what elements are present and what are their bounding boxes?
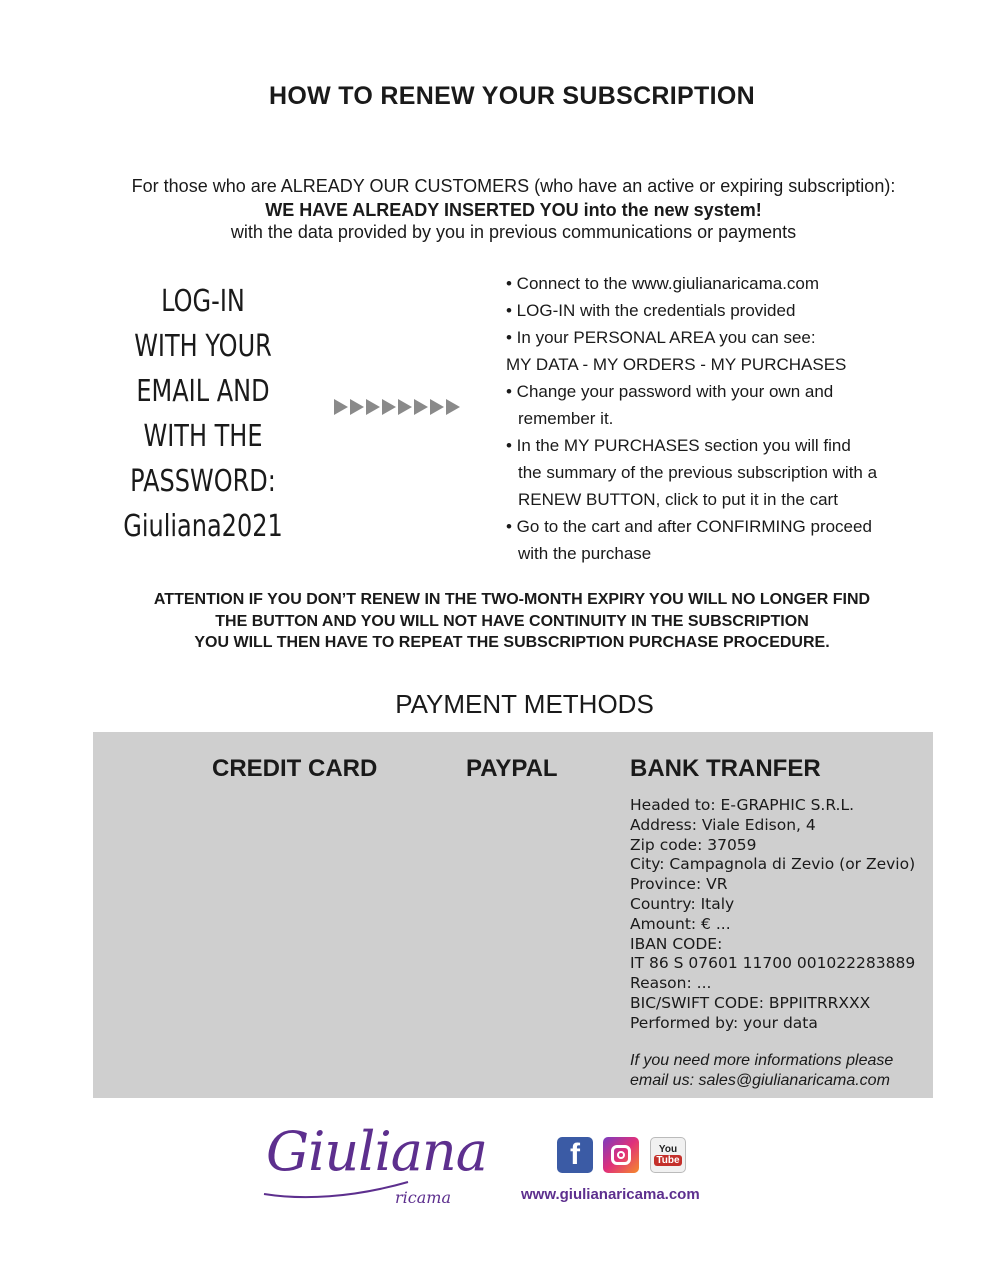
credit-card-heading: CREDIT CARD bbox=[212, 755, 378, 782]
brand-logo-subtitle: ricama bbox=[395, 1188, 451, 1207]
instagram-icon[interactable] bbox=[603, 1137, 639, 1173]
bank-transfer-heading: BANK TRANFER bbox=[630, 755, 821, 782]
contact-email[interactable]: email us: sales@giulianaricama.com bbox=[630, 1072, 890, 1089]
step-item: • In the MY PURCHASES section you will find bbox=[506, 436, 851, 455]
login-instructions bbox=[119, 279, 287, 549]
bank-detail-line: Performed by: your data bbox=[630, 1013, 818, 1032]
bank-detail-line: Zip code: 37059 bbox=[630, 835, 757, 854]
bank-detail-line: BIC/SWIFT CODE: BPPIITRRXXX bbox=[630, 993, 871, 1012]
facebook-letter: f bbox=[570, 1138, 580, 1171]
step-item: the summary of the previous subscription with a bbox=[518, 463, 878, 482]
login-line: WITH THE bbox=[143, 419, 263, 454]
payment-methods-title: PAYMENT METHODS bbox=[395, 689, 654, 719]
bank-detail-line: Headed to: E-GRAPHIC S.R.L. bbox=[630, 796, 855, 814]
bank-detail-line: Amount: € ... bbox=[630, 914, 731, 933]
step-item: remember it. bbox=[518, 409, 614, 428]
contact-note-line: If you need more informations please bbox=[630, 1052, 894, 1069]
bank-detail-line: Address: Viale Edison, 4 bbox=[630, 815, 816, 834]
paypal-heading: PAYPAL bbox=[466, 755, 558, 782]
facebook-icon[interactable] bbox=[557, 1137, 593, 1173]
bank-detail-line: Province: VR bbox=[630, 875, 728, 894]
bank-detail-line: IBAN CODE: bbox=[630, 934, 723, 953]
website-link[interactable]: www.giulianaricama.com bbox=[521, 1186, 700, 1203]
intro-line-2: WE HAVE ALREADY INSERTED YOU into the new system! bbox=[265, 200, 762, 220]
arrow-triangles-icon bbox=[334, 399, 460, 415]
step-item: • In your PERSONAL AREA you can see: bbox=[506, 328, 816, 347]
bank-detail-line: Country: Italy bbox=[630, 894, 735, 913]
login-line: WITH YOUR bbox=[134, 329, 272, 364]
bank-detail-line: IT 86 S 07601 11700 001022283889 bbox=[630, 954, 916, 973]
step-item: • Go to the cart and after CONFIRMING proceed bbox=[506, 517, 872, 536]
brand-logo: Giuliana bbox=[266, 1120, 487, 1183]
login-line: EMAIL AND bbox=[136, 374, 270, 409]
bank-detail-line: Reason: ... bbox=[630, 974, 712, 993]
step-item: RENEW BUTTON, click to put it in the cart bbox=[518, 490, 838, 509]
attention-line: YOU WILL THEN HAVE TO REPEAT THE SUBSCRIPTION PURCHASE PROCEDURE. bbox=[194, 634, 830, 651]
intro-line-1: For those who are ALREADY OUR CUSTOMERS (who have an active or expiring subscription): bbox=[131, 176, 896, 196]
login-line: PASSWORD: bbox=[130, 464, 276, 499]
attention-notice bbox=[0, 589, 997, 654]
intro-line-3: with the data provided by you in previous communications or payments bbox=[230, 222, 797, 242]
login-line: LOG-IN bbox=[161, 284, 245, 319]
steps-list bbox=[506, 270, 877, 567]
step-item: • Connect to the www.giulianaricama.com bbox=[506, 274, 820, 293]
logo-swoosh-icon bbox=[262, 1170, 412, 1200]
contact-note bbox=[630, 1051, 893, 1091]
youtube-label-top: You bbox=[658, 1144, 678, 1155]
youtube-icon[interactable] bbox=[650, 1137, 686, 1173]
page-title: HOW TO RENEW YOUR SUBSCRIPTION bbox=[269, 82, 755, 110]
youtube-label-bottom: Tube bbox=[656, 1155, 680, 1166]
bank-detail-line: City: Campagnola di Zevio (or Zevio) bbox=[630, 855, 916, 874]
bank-details bbox=[630, 796, 915, 1034]
step-item: • Change your password with your own and bbox=[506, 382, 834, 401]
login-password: Giuliana2021 bbox=[123, 509, 283, 544]
step-item: with the purchase bbox=[518, 544, 652, 563]
step-item: • LOG-IN with the credentials provided bbox=[506, 301, 796, 320]
attention-line: ATTENTION IF YOU DON’T RENEW IN THE TWO-MONTH EXPIRY YOU WILL NO LONGER FIND bbox=[153, 591, 871, 608]
attention-line: THE BUTTON AND YOU WILL NOT HAVE CONTINUITY IN THE SUBSCRIPTION bbox=[215, 612, 809, 630]
step-item: MY DATA - MY ORDERS - MY PURCHASES bbox=[506, 355, 847, 374]
